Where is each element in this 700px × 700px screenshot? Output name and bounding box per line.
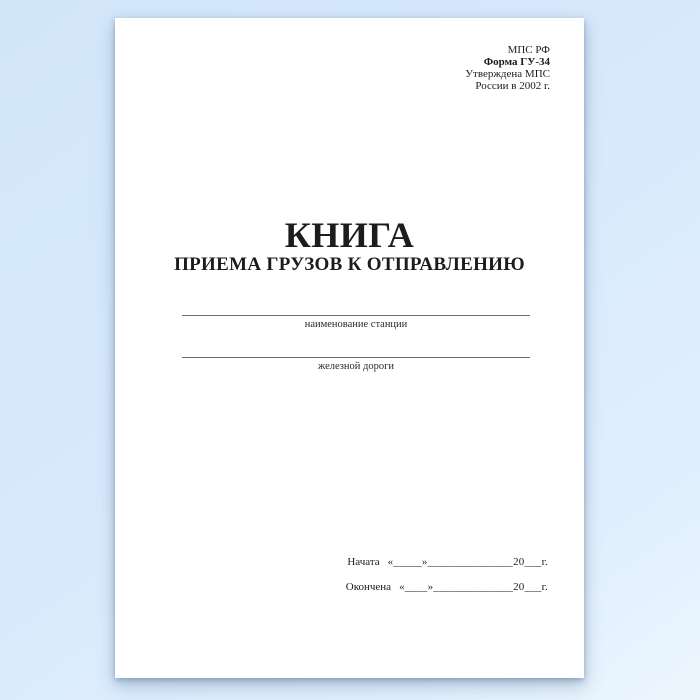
railway-caption: железной дороги bbox=[317, 361, 395, 372]
station-name-blank-line bbox=[182, 305, 530, 316]
form-approved-by: Утверждена МПС bbox=[465, 68, 550, 80]
finished-blank-value: «____»______________20___г. bbox=[399, 581, 548, 593]
started-date-row bbox=[347, 556, 548, 569]
started-label: Начата bbox=[347, 556, 380, 568]
station-name-caption: наименование станции bbox=[304, 319, 408, 330]
form-approved-year: России в 2002 г. bbox=[475, 80, 550, 92]
form-approval-block bbox=[465, 44, 550, 92]
railway-blank-line bbox=[182, 347, 530, 358]
form-agency: МПС РФ bbox=[507, 44, 550, 56]
started-blank-value: «_____»_______________20___г. bbox=[387, 556, 548, 568]
finished-label: Окончена bbox=[345, 581, 392, 593]
document-page bbox=[115, 18, 584, 678]
document-title: КНИГА bbox=[284, 215, 415, 255]
finished-date-row bbox=[346, 581, 548, 594]
document-subtitle: ПРИЕМА ГРУЗОВ К ОТПРАВЛЕНИЮ bbox=[174, 254, 525, 275]
form-number: Форма ГУ-34 bbox=[483, 56, 550, 68]
